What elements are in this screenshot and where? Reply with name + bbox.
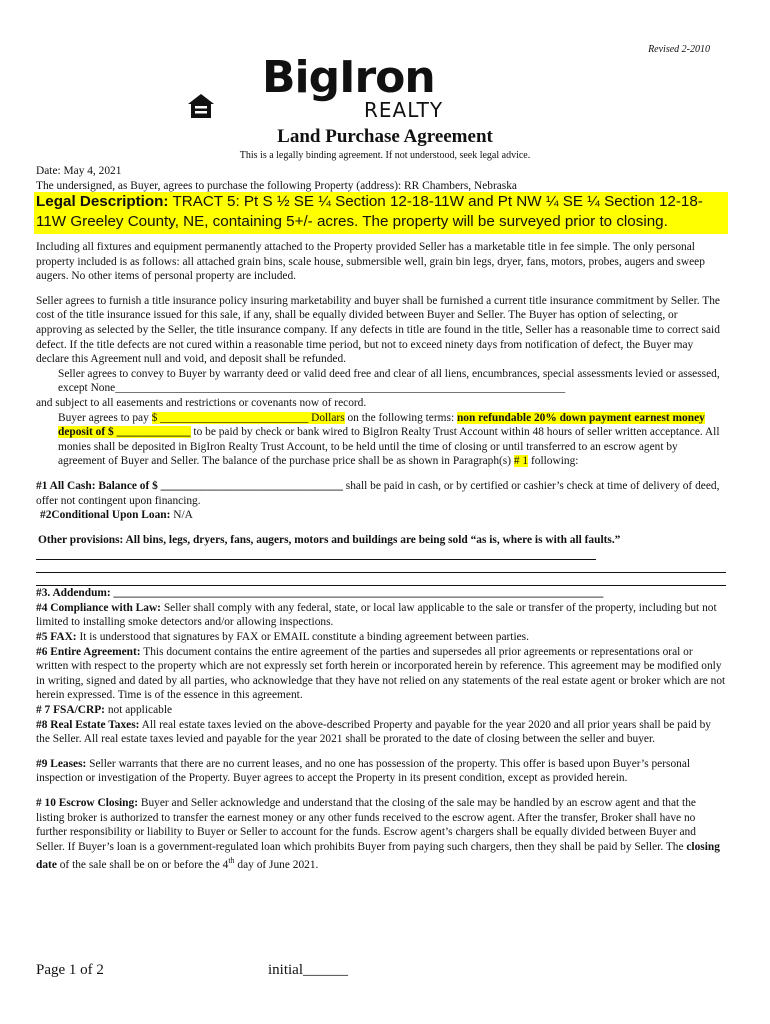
page-title: Land Purchase Agreement [277, 126, 493, 147]
payment-amount-field[interactable]: $ __________________________ Dollars [151, 411, 345, 424]
page-subtitle: This is a legally binding agreement. If not understood, seek legal advice. [239, 150, 531, 161]
date-line: Date: May 4, 2021 [36, 165, 122, 177]
legal-label: Legal Description: [36, 193, 169, 210]
blank-line[interactable] [36, 547, 596, 560]
entire-agreement-label: #6 Entire Agreement: [36, 645, 141, 658]
fsa-crp-label: # 7 FSA/CRP: [36, 704, 105, 717]
all-cash-paragraph [36, 479, 726, 508]
escrow-text: Buyer and Seller acknowledge and understand that the closing of the sale may be handled by an escrow agent and that the listing broker is authorized to transfer the earnest money or any other funds received to the escrow agent. After the transfer, Broker shall have no further responsibility or liability to Buyer or Seller to account for the funds. Escrow agent’s chargers shall be equally divided between Buyer and Seller. If Buyer’s loan is a government-regulated loan which prohibits Buyer from paying such chargers, then they shall be paid by Seller. The [36, 797, 696, 853]
leases-text: Seller warrants that there are no current leases, and no one has possession of the property. This offer is based upon Buyer’s personal inspection or investigation of the Property. Buyer agrees to accept the Property in its present condition, except as provided herein. [36, 757, 691, 785]
blank-line[interactable] [36, 560, 726, 573]
equal-housing-logo-icon [186, 92, 216, 122]
revised-date: Revised 2-2010 [648, 44, 710, 55]
addendum-line [36, 586, 726, 601]
loan-label: #2Conditional Upon Loan: [40, 509, 171, 522]
loan-value: N/A [170, 509, 193, 522]
intro-block [36, 164, 726, 193]
closing-date-label: closing date [36, 840, 720, 872]
leases-label: #9 Leases: [36, 757, 87, 770]
legal-description [34, 192, 728, 234]
earnest-money-field[interactable]: non refundable 20% down payment earnest money deposit of $ _____________ [58, 411, 705, 439]
initial-field[interactable]: initial______ [268, 962, 348, 978]
other-provisions [36, 533, 726, 548]
logo-realty-text: REALTY [364, 98, 444, 122]
payment-paragraph [36, 411, 726, 469]
agreement-body [36, 240, 726, 873]
cash-balance-field[interactable]: Balance of $ ________________________________ [95, 479, 343, 492]
compliance-paragraph [36, 601, 726, 630]
other-provisions-label: Other provisions: [38, 533, 124, 546]
cash-text: shall be paid in cash, or by certified or cashier’s check at time of delivery of deed, offer not contingent upon financing. [36, 479, 720, 507]
fsa-crp-value: not applicable [104, 704, 173, 717]
fax-paragraph [36, 630, 726, 645]
title-insurance-paragraph: Seller agrees to furnish a title insurance policy insuring marketability and buyer shall be furnished a current title insurance commitment by Seller. The cost of the title insurance issued for this sale, if any, shall be equally divided between Buyer and Seller. The Buyer has option of selecting, or approving as selected by the Seller, the title insurance company. If any defects in title are found in the title, Seller has a reasonable time to correct said defect. If the title defects are not cured within a reasonable time period, but not to exceed ninety days from notification of defect, the Buyer may declare this Agreement null and void, and deposit shall be refunded. [36, 294, 720, 366]
taxes-text: All real estate taxes levied on the above-described Property and payable for the year 2020 and all prior years shall be paid by the Seller. All real estate taxes levied and payable for the year 2021 shall be prorated to the date of closing between the seller and buyer. [36, 718, 712, 746]
entire-agreement-text: This document contains the entire agreement of the parties and supersedes all prior agreements or representations oral or written with respect to the property which are not expressly set forth herein or incorporated herein by reference. This agreement may be modified only in writing, signed and dated by all parties, who acknowledge that they have not relied on any statements of the real estate agent or broker which are not herein expressed. Time is of the essence in this agreement. [36, 645, 726, 702]
ordinal-suffix: th [228, 856, 235, 866]
entire-agreement-paragraph [36, 645, 726, 703]
logo-bigiron-text: BigIron [262, 52, 435, 103]
blank-line[interactable] [36, 573, 726, 586]
fax-text: It is understood that signatures by FAX or EMAIL constitute a binding agreement between parties. [76, 631, 529, 644]
payment-text: Buyer agrees to pay [58, 411, 152, 424]
other-provisions-text: All bins, legs, dryers, fans, augers, motors and buildings are being sold “as is, where is with all faults.” [123, 533, 621, 546]
compliance-text: Seller shall comply with any federal, state, or local law applicable to the sale or transfer of the property, including but not limited to installing smoke detectors and/or allowing inspections. [36, 601, 717, 629]
closing-date-text: of the sale shall be on or before the 4 [56, 859, 229, 872]
page-number: Page 1 of 2 [36, 962, 104, 978]
addendum-label: #3. Addendum: [36, 587, 111, 600]
taxes-paragraph [36, 718, 726, 747]
escrow-label: # 10 Escrow Closing: [36, 797, 138, 809]
convey-paragraph: Seller agrees to convey to Buyer by warranty deed or valid deed free and clear of all liens, encumbrances, special assessments levied or assessed, except None_______________________________________________________________________________ [58, 367, 720, 395]
buyer-address-line: The undersigned, as Buyer, agrees to purchase the following Property (address): RR Chambers, Nebraska [36, 179, 517, 192]
legal-text: TRACT 5: Pt S ½ SE ¼ Section 12-18-11W and Pt NW ¼ SE ¼ Section 12-18-11W Greeley County, NE, containing 5+/- acres. The property will be surveyed prior to closing. [36, 193, 703, 230]
easements-line: and subject to all easements and restrictions or covenants now of record. [36, 396, 367, 409]
all-cash-label: #1 All Cash: [36, 479, 96, 492]
paragraph-ref: # 1 [513, 455, 529, 468]
fax-label: #5 FAX: [36, 631, 77, 644]
payment-detail-text: to be paid by check or bank wired to BigIron Realty Trust Account within 48 hours of seller written acceptance. All monies shall be deposited in BigIron Realty Trust Account, to be held until the time of closing or until transferred to an escrow agent by agreement of Buyer and Seller. The balance of the purchase price shall be as shown in Paragraph(s) [58, 426, 720, 468]
fsa-crp-line [36, 703, 726, 718]
payment-following-text: following: [528, 455, 579, 468]
fixtures-paragraph: Including all fixtures and equipment permanently attached to the Property provided Seller has a marketable title in fee simple. The only personal property included is as follows: all attached grain bins, scale house, submersible well, grain bin legs, dryer, fans, motors, probes, augers and sweep augers. No other items of personal property are included. [36, 241, 705, 283]
compliance-label: #4 Compliance with Law: [36, 601, 161, 614]
bigiron-realty-logo [262, 52, 502, 124]
taxes-label: #8 Real Estate Taxes: [36, 718, 140, 731]
payment-terms-text: on the following terms: [344, 411, 457, 424]
loan-line [36, 508, 726, 523]
escrow-paragraph [36, 796, 726, 873]
addendum-field[interactable]: ______________________________________________________________________________________ [110, 587, 604, 600]
closing-date-end: day of June 2021. [234, 859, 319, 872]
leases-paragraph [36, 757, 726, 786]
